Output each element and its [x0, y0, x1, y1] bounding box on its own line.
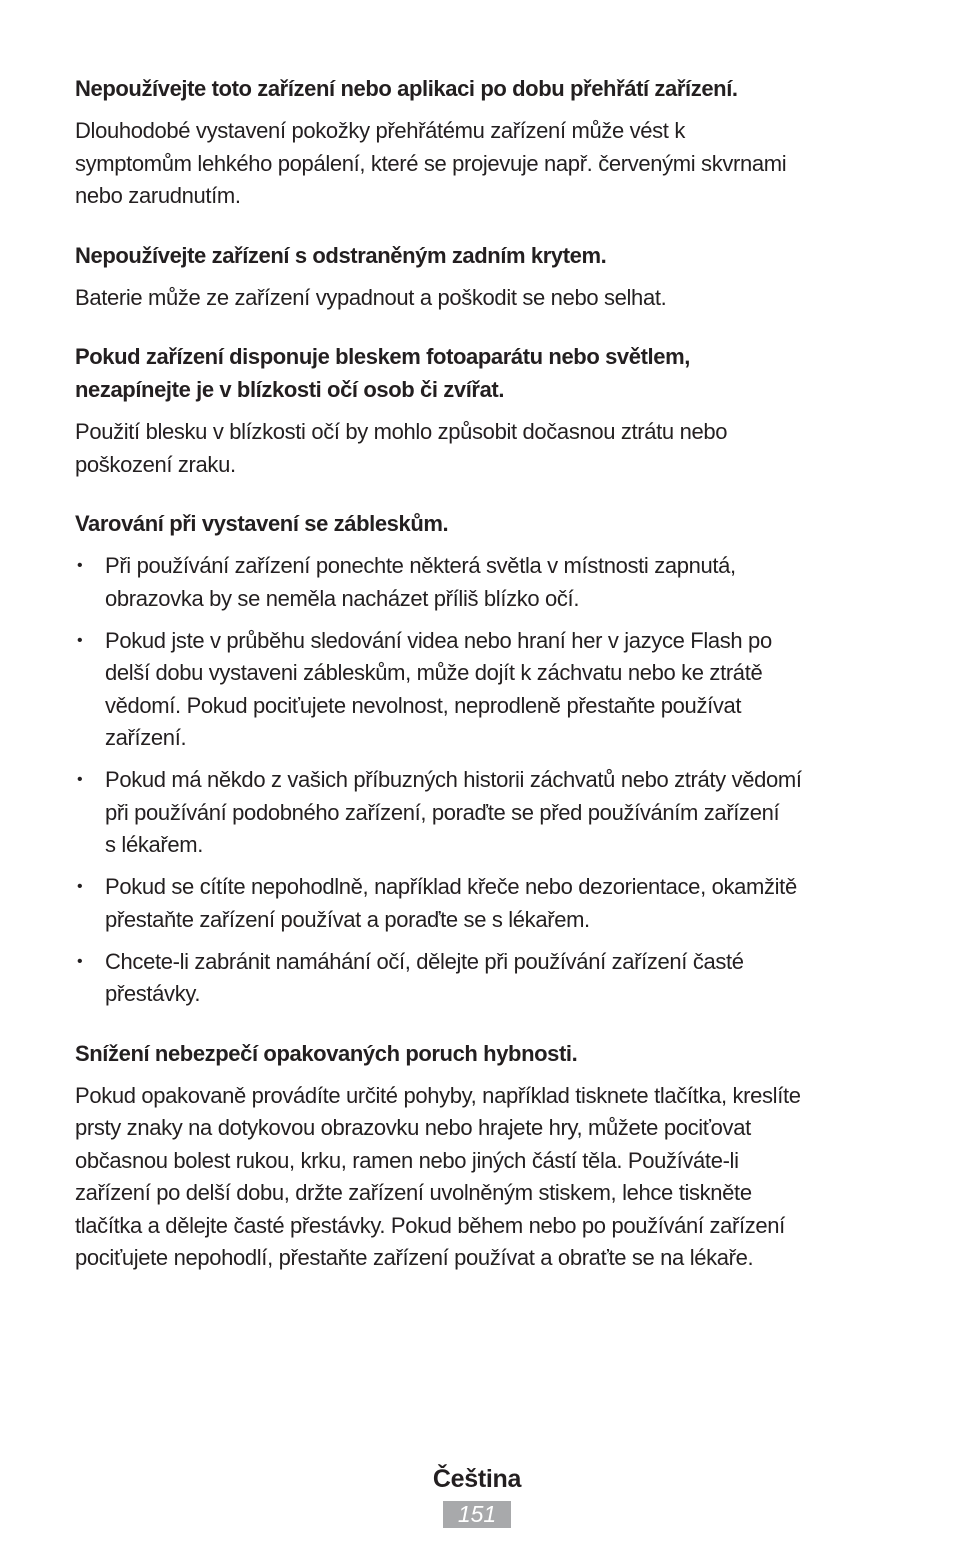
list-item — [75, 946, 895, 1011]
text-line: Dlouhodobé vystavení pokožky přehřátému zařízení může vést k — [75, 118, 685, 143]
bullet-icon: • — [77, 952, 83, 970]
footer-language: Čeština — [432, 1465, 522, 1493]
text-line: Pokud jste v průběhu sledování videa nebo hraní her v jazyce Flash po — [105, 627, 772, 653]
text-line: prsty znaky na dotykovou obrazovku nebo hrajete hry, můžete pociťovat — [75, 1115, 751, 1140]
text-line: přestaňte zařízení používat a poraďte se s lékařem. — [105, 906, 590, 932]
list-item — [75, 550, 895, 615]
text-line: pociťujete nepohodlí, přestaňte zařízení používat a obraťte se na lékaře. — [75, 1245, 754, 1270]
text-line: Pokud opakovaně provádíte určité pohyby, například tisknete tlačítka, kreslíte — [75, 1082, 801, 1108]
section-back-cover — [75, 239, 895, 315]
heading-line: Pokud zařízení disponuje bleskem fotoaparátu nebo světlem, — [75, 344, 690, 369]
text-line: obrazovka by se neměla nacházet příliš blízko očí. — [105, 585, 580, 611]
text-line: Baterie může ze zařízení vypadnout a poškodit se nebo selhat. — [75, 284, 667, 310]
text-line: nebo zarudnutím. — [75, 183, 241, 208]
section-heading: Snížení nebezpečí opakovaných poruch hybnosti. — [75, 1040, 578, 1066]
text-line: Použití blesku v blízkosti očí by mohlo způsobit dočasnou ztrátu nebo — [75, 419, 728, 444]
text-line: delší dobu vystaveni zábleskům, může dojít k záchvatu nebo ke ztrátě — [105, 660, 763, 685]
section-paragraph — [75, 1080, 895, 1275]
heading-line: nezapínejte je v blízkosti očí osob či zvířat. — [75, 377, 505, 402]
bullet-icon: • — [77, 557, 83, 574]
bullet-list — [75, 550, 895, 1011]
text-line: s lékařem. — [105, 832, 203, 857]
text-line: vědomí. Pokud pociťujete nevolnost, neprodleně přestaňte používat — [105, 692, 742, 718]
section-heading: Varování při vystavení se zábleskům. — [75, 511, 449, 536]
section-repetitive-motion — [75, 1037, 895, 1275]
text-line: tlačítka a dělejte časté přestávky. Pokud během nebo po používání zařízení — [75, 1212, 785, 1238]
bullet-icon: • — [77, 771, 83, 788]
text-line: zařízení. — [105, 725, 187, 750]
text-line: symptomům lehkého popálení, které se projevuje např. červenými skvrnami — [75, 150, 787, 176]
section-paragraph — [75, 282, 895, 315]
page-footer — [0, 1463, 954, 1528]
section-paragraph — [75, 416, 895, 481]
text-line: při používání podobného zařízení, poraďte se před používáním zařízení — [105, 799, 780, 825]
page-number: 151 — [443, 1501, 511, 1528]
text-line: poškození zraku. — [75, 451, 236, 477]
section-overheating — [75, 72, 895, 213]
section-heading — [75, 340, 895, 406]
section-heading: Nepoužívejte toto zařízení nebo aplikaci po dobu přehřátí zařízení. — [75, 76, 738, 101]
text-line: občasnou bolest rukou, krku, ramen nebo jiných částí těla. Používáte-li — [75, 1147, 739, 1173]
text-line: Při používání zařízení ponechte některá světla v místnosti zapnutá, — [105, 553, 736, 578]
list-item — [75, 764, 895, 862]
list-item — [75, 625, 895, 755]
text-line: přestávky. — [105, 981, 201, 1006]
page-content — [75, 72, 895, 1275]
text-line: Pokud se cítíte nepohodlně, například křeče nebo dezorientace, okamžitě — [105, 874, 797, 899]
text-line: zařízení po delší dobu, držte zařízení uvolněným stiskem, lehce tiskněte — [75, 1180, 752, 1205]
text-line: Chcete-li zabránit namáhání očí, dělejte při používání zařízení časté — [105, 948, 744, 974]
list-item — [75, 871, 895, 936]
bullet-icon: • — [77, 631, 83, 649]
text-line: Pokud má někdo z vašich příbuzných historii záchvatů nebo ztráty vědomí — [105, 767, 802, 792]
bullet-icon: • — [77, 878, 83, 895]
section-flashes-warning — [75, 507, 895, 1011]
section-heading: Nepoužívejte zařízení s odstraněným zadním krytem. — [75, 242, 607, 268]
section-paragraph — [75, 115, 895, 213]
section-flash — [75, 340, 895, 481]
